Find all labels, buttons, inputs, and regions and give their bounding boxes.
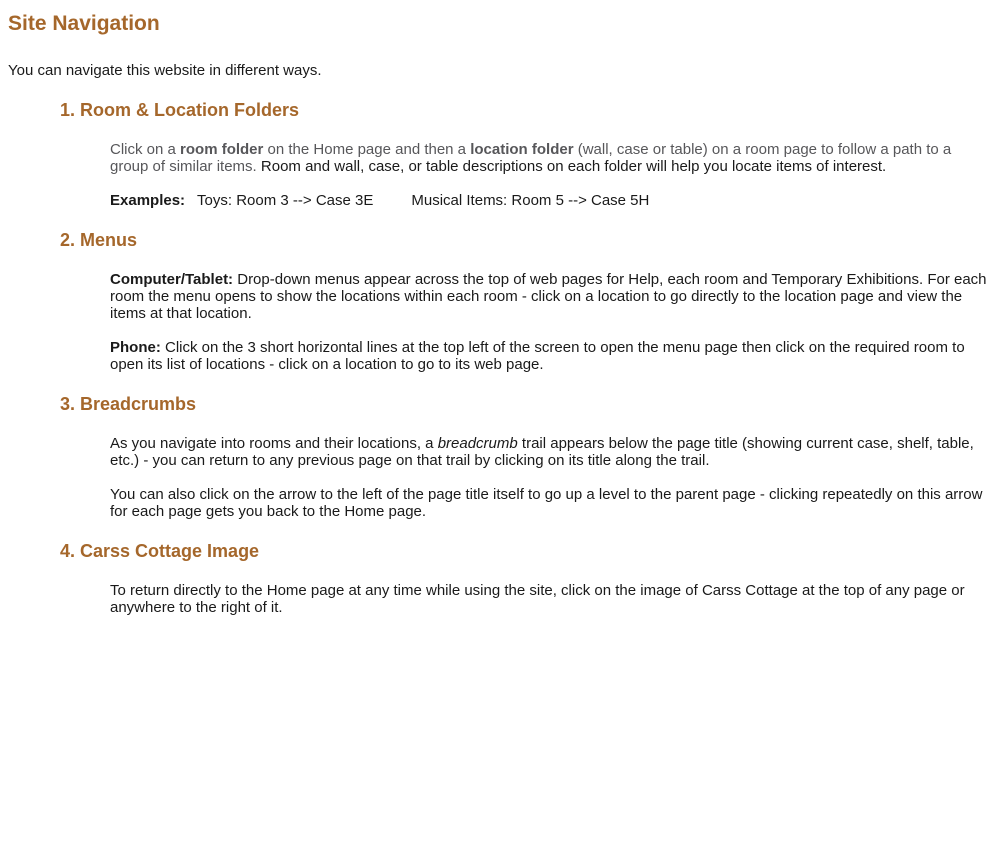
bold-term-location-folder: location folder — [470, 141, 574, 158]
computer-tablet-label: Computer/Tablet: — [110, 271, 234, 288]
section-heading-carss-cottage-image: 4. Carss Cottage Image — [60, 541, 260, 561]
text-run: on the Home page and then a — [263, 141, 471, 158]
section-heading-menus: 2. Menus — [60, 230, 138, 250]
paragraph-back-arrow: You can also click on the arrow to the left of the page title itself to go up a level to the parent page - clicking repeatedly on this arrow for each page gets you back to the Home page. — [110, 486, 983, 520]
phone-label: Phone: — [110, 339, 161, 356]
section-room-location-folders — [8, 100, 992, 209]
section-body-menus — [110, 271, 988, 373]
section-breadcrumbs — [8, 394, 992, 520]
example-toys: Toys: Room 3 --> Case 3E — [197, 192, 374, 209]
text-run: Click on a — [110, 141, 181, 158]
examples-line — [110, 192, 988, 209]
section-body-room-location-folders — [110, 141, 988, 209]
section-menus — [8, 230, 992, 373]
text-run: trail appears below the page title (showing current case, shelf, table, etc.) - you can return to any previous page on that trail by clicking on its title along the trail. — [110, 435, 974, 469]
section-body-breadcrumbs — [110, 435, 988, 520]
text-run: Room and wall, case, or table descriptions on each folder will help you locate items of interest. — [260, 158, 887, 175]
section-heading-room-location-folders: 1. Room & Location Folders — [60, 100, 300, 120]
text-run: Drop-down menus appear across the top of web pages for Help, each room and Temporary Exhibitions. For each room the menu opens to show the locations within each room - click on a location to go directly to the location page and view the items at that location. — [110, 271, 987, 322]
bold-term-room-folder: room folder — [180, 141, 264, 158]
paragraph-carss-cottage: To return directly to the Home page at any time while using the site, click on the image of Carss Cottage at the top of any page or anywhere to the right of it. — [110, 582, 965, 616]
section-body-carss-cottage-image — [110, 582, 988, 616]
section-carss-cottage-image — [8, 541, 992, 616]
section-heading-breadcrumbs: 3. Breadcrumbs — [60, 394, 197, 414]
examples-label: Examples: — [110, 192, 186, 209]
paragraph-room-folder — [110, 141, 988, 175]
italic-term-breadcrumb: breadcrumb — [437, 435, 518, 452]
paragraph-breadcrumb-trail — [110, 435, 988, 469]
page-title: Site Navigation — [8, 12, 160, 35]
text-run: Click on the 3 short horizontal lines at the top left of the screen to open the menu page then click on the required room to open its list of locations - click on a location to go to its web page. — [110, 339, 965, 373]
example-musical-items: Musical Items: Room 5 --> Case 5H — [411, 192, 650, 209]
paragraph-computer-tablet — [110, 271, 988, 322]
paragraph-phone — [110, 339, 988, 373]
text-run: As you navigate into rooms and their locations, a — [110, 435, 438, 452]
intro-text: You can navigate this website in different ways. — [8, 62, 322, 79]
text-run: (wall, case or table) on a room page to follow a path to a group of similar items. — [110, 141, 952, 175]
